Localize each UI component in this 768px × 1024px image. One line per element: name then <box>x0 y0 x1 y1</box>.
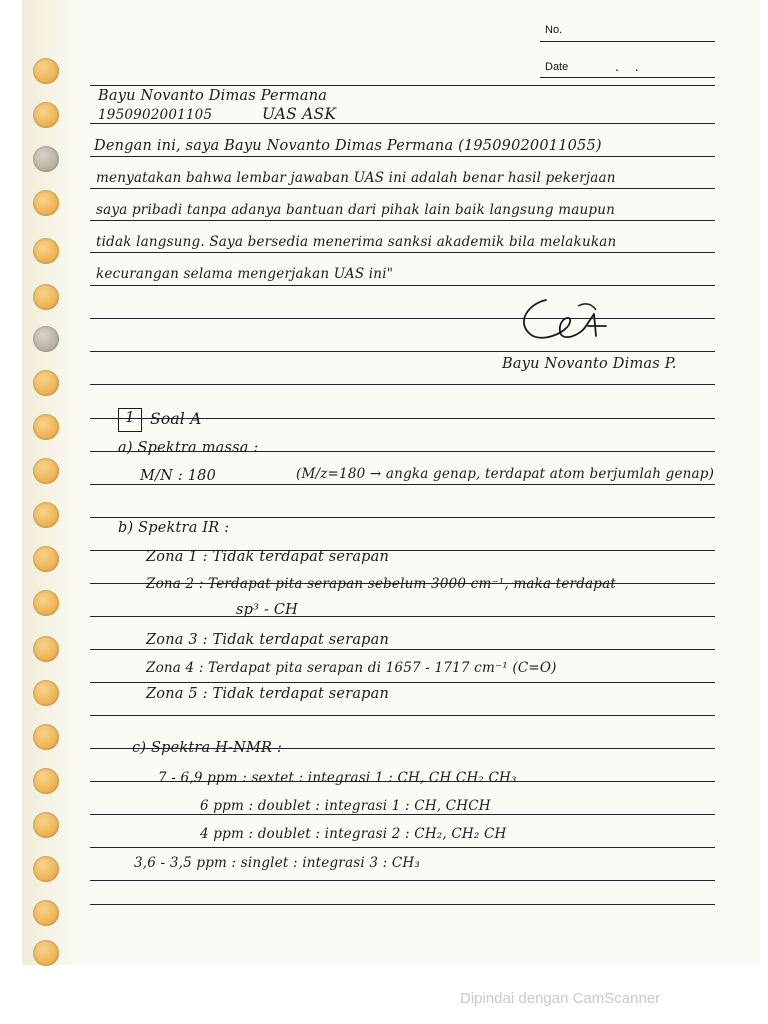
section-title: Soal A <box>150 410 202 428</box>
ir-zone-line: Zona 3 : Tidak terdapat serapan <box>146 632 390 648</box>
statement-line: menyatakan bahwa lembar jawaban UAS ini adalah benar hasil pekerjaan <box>96 170 616 186</box>
statement-line: kecurangan selama mengerjakan UAS ini" <box>96 266 394 282</box>
statement-line: saya pribadi tanpa adanya bantuan dari pihak lain baik langsung maupun <box>96 202 615 218</box>
signer-name: Bayu Novanto Dimas P. <box>502 356 677 372</box>
binder-hole <box>33 190 59 216</box>
part-a-note: (M/z=180 → angka genap, terdapat atom berjumlah genap) <box>296 466 715 482</box>
ruled-line <box>90 517 715 518</box>
binder-hole <box>33 636 59 662</box>
binder-hole <box>33 680 59 706</box>
ruled-line <box>90 85 715 86</box>
no-rule <box>540 41 715 42</box>
binder-hole <box>33 724 59 750</box>
exam-title: UAS ASK <box>262 105 337 123</box>
question-number: 1 <box>125 410 135 426</box>
ruled-line <box>90 880 715 881</box>
ruled-line <box>90 123 715 124</box>
no-label: No. <box>545 24 563 36</box>
ruled-line <box>90 384 715 385</box>
binder-hole <box>33 900 59 926</box>
ir-zone-line: Zona 4 : Terdapat pita serapan di 1657 - 1717 cm⁻¹ (C=O) <box>146 660 557 676</box>
ir-zone-line: sp³ - CH <box>236 602 298 618</box>
binder-hole <box>33 768 59 794</box>
part-a-value: M/N : 180 <box>140 468 216 484</box>
binder-hole <box>33 102 59 128</box>
binder-hole <box>33 856 59 882</box>
ruled-line <box>90 252 715 253</box>
student-nim: 1950902001105 <box>98 107 213 123</box>
ir-zone-line: Zona 1 : Tidak terdapat serapan <box>146 549 390 565</box>
statement-line: Dengan ini, saya Bayu Novanto Dimas Permana (19509020011055) <box>94 138 602 154</box>
binder-hole <box>33 812 59 838</box>
nmr-line: 7 - 6,9 ppm : sextet : integrasi 1 : CH, CH CH₂ CH₃ <box>158 770 517 786</box>
date-rule <box>540 77 715 78</box>
ir-zone-line: Zona 2 : Terdapat pita serapan sebelum 3000 cm⁻¹, maka terdapat <box>146 576 617 592</box>
ruled-line <box>90 682 715 683</box>
scanner-watermark: Dipindai dengan CamScanner <box>460 990 661 1007</box>
ruled-line <box>90 649 715 650</box>
nmr-line: 4 ppm : doublet : integrasi 2 : CH₂, CH₂ CH <box>200 826 507 842</box>
part-c-label: c) Spektra H-NMR : <box>132 740 283 756</box>
binder-hole <box>33 146 59 172</box>
ruled-line <box>90 318 715 319</box>
student-name: Bayu Novanto Dimas Permana <box>98 88 328 104</box>
question-number-box <box>118 408 142 432</box>
binder-hole <box>33 414 59 440</box>
nmr-line: 6 ppm : doublet : integrasi 1 : CH, CHCH <box>200 798 491 814</box>
ruled-line <box>90 715 715 716</box>
ruled-line <box>90 156 715 157</box>
ir-zone-line: Zona 5 : Tidak terdapat serapan <box>146 686 390 702</box>
binder-hole <box>33 238 59 264</box>
signature-image <box>508 292 618 350</box>
statement-line: tidak langsung. Saya bersedia menerima sanksi akademik bila melakukan <box>96 234 617 250</box>
part-a-label: a) Spektra massa : <box>118 440 259 456</box>
ruled-line <box>90 904 715 905</box>
binder-hole <box>33 458 59 484</box>
ruled-line <box>90 847 715 848</box>
binder-hole <box>33 58 59 84</box>
date-label: Date <box>545 61 569 73</box>
nmr-line: 3,6 - 3,5 ppm : singlet : integrasi 3 : CH₃ <box>134 855 420 871</box>
binder-hole <box>33 590 59 616</box>
binder-hole <box>33 940 59 966</box>
binder-hole <box>33 502 59 528</box>
binder-hole <box>33 370 59 396</box>
ruled-line <box>90 484 715 485</box>
part-b-label: b) Spektra IR : <box>118 520 230 536</box>
date-dots: . . <box>615 58 645 74</box>
ruled-line <box>90 814 715 815</box>
ruled-line <box>90 220 715 221</box>
binder-hole <box>33 284 59 310</box>
ruled-line <box>90 188 715 189</box>
ruled-line <box>90 616 715 617</box>
binder-hole <box>33 546 59 572</box>
binder-hole <box>33 326 59 352</box>
ruled-line <box>90 285 715 286</box>
ruled-line <box>90 351 715 352</box>
